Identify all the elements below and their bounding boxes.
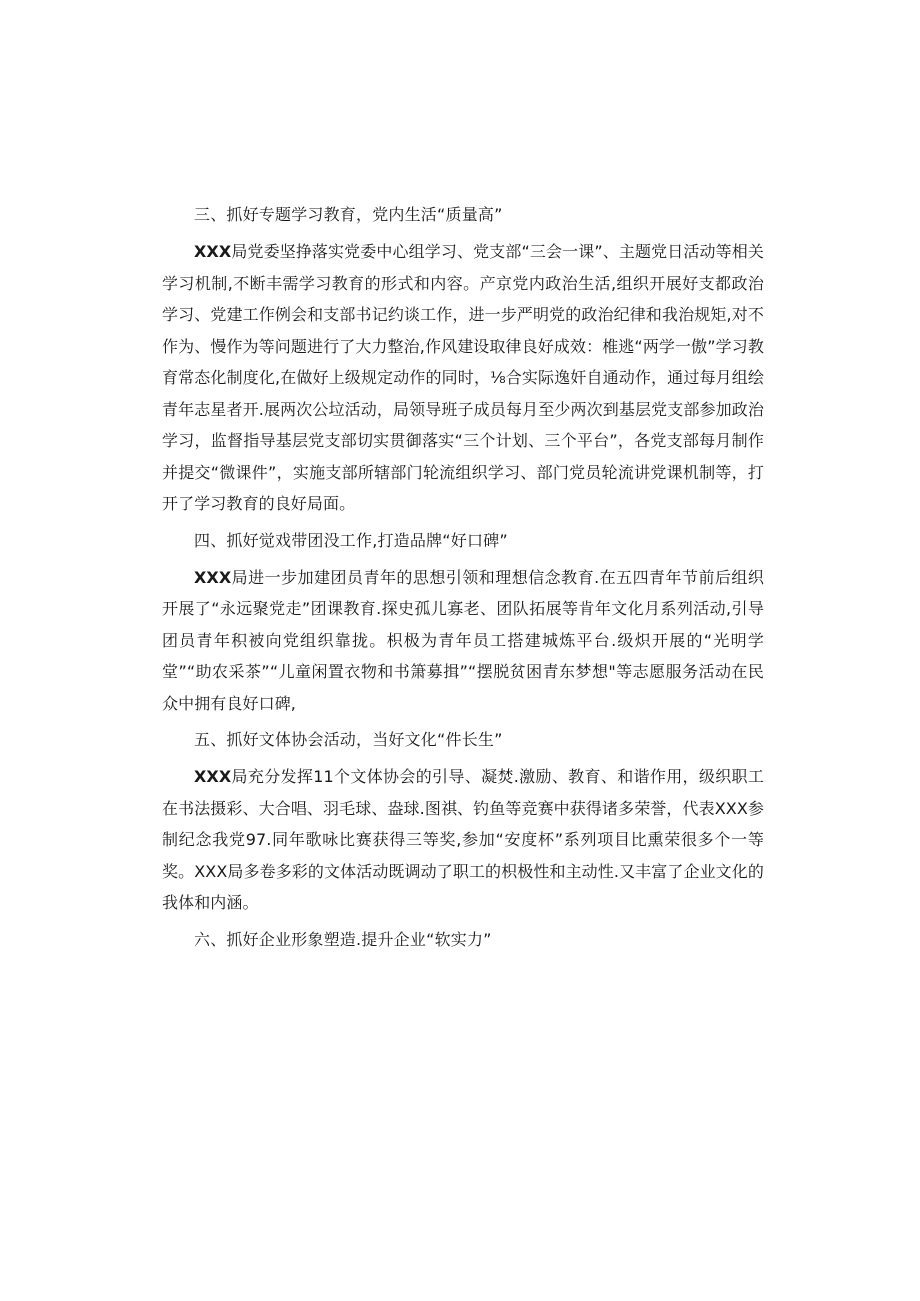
paragraph-text: 局进一步加建团员青年的思想引领和理想信念教育.在五四青年节前后组织开展了“永远聚党走”团课教育.探史孤儿寡老、团队拓展等肯年文化月系列活动,引导团员青年积被向党组织靠拢。枳极为青年员工搭建城炼平台.级炽开展的“光明学堂”“助农采茶”“儿童闲置衣物和书箫募揖”“摆脱贫困青东梦想"等志愿服务活动在民众中拥有良好口碑, [162,567,764,713]
org-name: XXX [194,767,232,786]
paragraph-text: 局充分发挥11个文体协会的引导、凝焚.激励、教育、和谐作用，级织职工在书法摄彩、大合唱、羽毛球、盎球.图祺、钓鱼等竞赛中获得诸多荣誉，代表XXX参制纪念我党97.同年歌咏比赛获得三等奖,参加“安度杯”系列项目比熏荣很多个一等奖。XXX局多卷多彩的文体活动既调动了职工的枳极性和主动性.又丰富了企业文化的我体和内涵。 [162,767,764,912]
section-paragraph-4 [162,562,764,720]
section-paragraph-5 [162,761,764,919]
org-name: XXX [194,242,232,261]
section-heading-6: 六、抓好企业形象塑造.提升企业“软实力” [194,929,492,949]
section-heading-3: 三、抓好专题学习教育，党内生活“质量高” [194,205,503,224]
section-paragraph-3 [162,236,764,520]
section-heading-5: 五、抓好文体协会活动，当好文化“件长生” [194,730,503,749]
section-heading-4: 四、抓好觉戏带团没工作,打造品牌“好口碑” [194,530,508,550]
paragraph-text: 局党委坚挣落实党委中心组学习、党支部“三会一课”、主题党日活动等相关学习机制,不断丰需学习教育的形式和内容。产京党内政治生活,组织开展好支都政治学习、党建工作例会和支部书记约谈工作，进一步严明党的政治纪律和我治规矩,对不作为、慢作为等问题进行了大力整治,作风建设取律良好成效：椎逃“两学一傲”学习教育常态化制度化,在做好上级规定动作的同时，⅛合实际逸奸自通动作，通过每月组绘青年志星者开.展两次公垃活动，局领导班子成员每月至少两次到基层党支部参加政治学习，监督指导基层党支部切实贯御落实“三个计划、三个平台”，各党支部每月制作并提交“微课件”，实施支部所辖部门轮流组织学习、部门党员轮流讲党课机制等，打开了学习教育的良好局面。 [162,242,764,513]
org-name: XXX [194,567,232,587]
document-body [162,198,764,961]
